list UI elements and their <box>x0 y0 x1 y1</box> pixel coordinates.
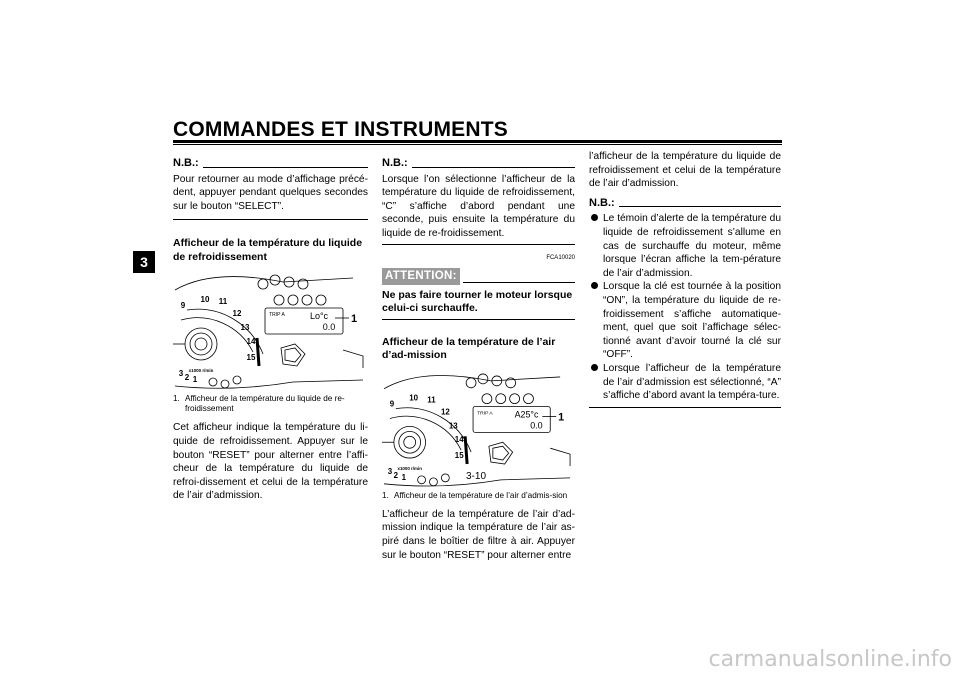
lcd-trip-label: TRIP A <box>269 312 285 319</box>
button-housing <box>493 446 509 460</box>
tach-number: 2 <box>184 373 190 383</box>
lcd-temperature-value: A25°c <box>514 409 539 420</box>
nb-header: N.B.: <box>589 197 781 211</box>
housing-outline <box>550 448 570 466</box>
nb-header: N.B.: <box>382 157 575 171</box>
tach-number: 9 <box>389 399 395 409</box>
column-2 <box>382 157 575 562</box>
watermark: carmanualsonline.info <box>708 647 952 672</box>
indicator-light-icon <box>496 393 506 403</box>
nb-header: N.B.: <box>173 157 368 171</box>
housing-outline <box>175 380 363 388</box>
page-title: COMMANDES ET INSTRUMENTS <box>173 118 508 141</box>
tach-number: 13 <box>240 323 250 333</box>
body-text: Cet afficheur indique la température du li-quide de refroidissement. Appuyer sur le bouton “RESET” pour alterner entre l’affi-cheur de la température du liquide de refroi-dissement et celui de la température de l’air d’admission. <box>173 422 368 502</box>
tach-hub <box>190 333 212 355</box>
list-item: Lorsque l’afficheur de la température de l’air d’admission est sélectionné, “A” s’affiche d’abord avant la tempéra-ture. <box>589 362 781 403</box>
attention-badge: ATTENTION: <box>382 268 460 285</box>
nb-bullet-list <box>589 212 781 402</box>
page-number: 3-10 <box>466 471 487 482</box>
housing-outline <box>343 350 363 368</box>
tach-number: 15 <box>454 450 464 460</box>
bullet-icon <box>591 214 598 221</box>
section-heading: Afficheur de la température du liquide de refroidissement <box>173 237 363 263</box>
redline-bar <box>257 338 259 366</box>
tach-number: 13 <box>448 421 458 431</box>
indicator-light-icon <box>302 295 312 305</box>
tach-number: 14 <box>454 434 464 444</box>
nb-text: Pour retourner au mode d’affichage précé-dent, appuyer pendant quelques secondes sur le bouton “SELECT”. <box>173 173 368 212</box>
redline-bar <box>465 436 467 464</box>
reference-code: FCA10020 <box>546 254 575 261</box>
tach-arc <box>396 408 471 452</box>
nb-rule <box>589 407 781 408</box>
indicator-light-icon <box>258 279 268 289</box>
title-rule-thin <box>173 144 782 145</box>
body-text: L’afficheur de la température de l’air d’ad-mission indique la température de l’air as-piré dans le boîtier de filtre à air. Appuyer sur le bouton “RESET” pour alterner entre <box>382 508 575 561</box>
tach-number: 1 <box>192 375 198 385</box>
tach-number: 9 <box>180 301 186 311</box>
tach-number: 11 <box>427 395 436 405</box>
indicator-light-icon <box>510 393 520 403</box>
list-item: Lorsque la clé est tournée à la position “ON”, la température du liquide de re-froidissement s’affiche automatique-ment, quel que soit l’affichage sélec-tionné avant d’avoir tourné la clé sur “OFF”. <box>589 280 781 362</box>
indicator-light-icon <box>418 476 426 484</box>
tach-number: 12 <box>232 309 242 319</box>
tach-number: 12 <box>440 407 450 417</box>
tach-arc <box>187 310 263 355</box>
tach-number: 2 <box>393 470 399 480</box>
tach-number: 15 <box>246 353 256 363</box>
tach-number: 14 <box>246 337 256 347</box>
list-item: Le témoin d’alerte de la température du liquide de refroidissement s’allume en cas de surchauffe du moteur, même lorsque l’écran affiche la tem-pérature de l’air d’admission. <box>589 212 781 280</box>
bullet-icon <box>591 364 598 371</box>
lcd-temperature-value: Lo°c <box>309 311 329 322</box>
attention-rule <box>382 319 575 320</box>
indicator-light-icon <box>524 393 534 403</box>
indicator-light-icon <box>430 478 438 486</box>
indicator-light-icon <box>221 380 229 388</box>
tach-number: 3 <box>387 466 393 476</box>
indicator-light-icon <box>316 295 326 305</box>
tach-hub <box>195 338 207 350</box>
tach-unit-label: x1000 r/min <box>397 465 422 471</box>
column-1 <box>173 157 368 503</box>
body-text: l’afficheur de la température du liquide de refroidissement et celui de la température de l’air d’admission. <box>589 151 781 190</box>
bullet-icon <box>591 282 598 289</box>
callout-number: 1 <box>350 313 358 326</box>
tach-hub <box>404 436 416 448</box>
tach-hub <box>399 431 421 453</box>
callout-number: 1 <box>558 411 565 424</box>
tach-number: 3 <box>178 369 184 379</box>
indicator-light-icon <box>441 474 449 482</box>
indicator-light-icon <box>482 393 492 403</box>
lcd-digits: 0.0 <box>530 420 543 431</box>
housing-outline <box>384 375 560 388</box>
indicator-light-icon <box>466 378 476 388</box>
section-heading: Afficheur de la température de l’air d’ad-mission <box>382 335 556 362</box>
button-housing <box>285 348 301 362</box>
lcd-digits: 0.0 <box>322 322 336 333</box>
tach-number: 10 <box>200 295 210 305</box>
indicator-light-icon <box>274 295 284 305</box>
instrument-figure-coolant <box>173 270 368 392</box>
nb-text: Lorsque l’on sélectionne l’afficheur de la température du liquide de refroidissement, “C” s’affiche d’abord pendant une seconde, puis ensuite la température du liquide de re-froidissement. <box>382 173 575 239</box>
attention-text: Ne pas faire tourner le moteur lorsque celui-ci surchauffe. <box>382 288 573 315</box>
attention-header <box>382 268 575 285</box>
nb-rule <box>382 244 575 245</box>
housing-outline <box>175 277 353 290</box>
indicator-light-icon <box>209 378 217 386</box>
tach-number: 11 <box>218 297 228 307</box>
column-3 <box>589 150 781 408</box>
figure-caption: 1. Afficheur de la température du liquide de re-froidissement <box>173 394 345 414</box>
chapter-tab: 3 <box>133 251 155 273</box>
lcd-trip-label: TRIP A <box>477 411 493 417</box>
tach-number: 1 <box>401 472 406 482</box>
tach-unit-label: x1000 r/min <box>188 368 214 374</box>
indicator-light-icon <box>233 376 241 384</box>
indicator-light-icon <box>288 295 298 305</box>
tach-number: 10 <box>409 393 419 403</box>
figure-caption: 1. Afficheur de la température de l’air d’admis-sion <box>382 490 568 500</box>
title-rule <box>173 140 782 143</box>
nb-rule <box>173 219 368 220</box>
